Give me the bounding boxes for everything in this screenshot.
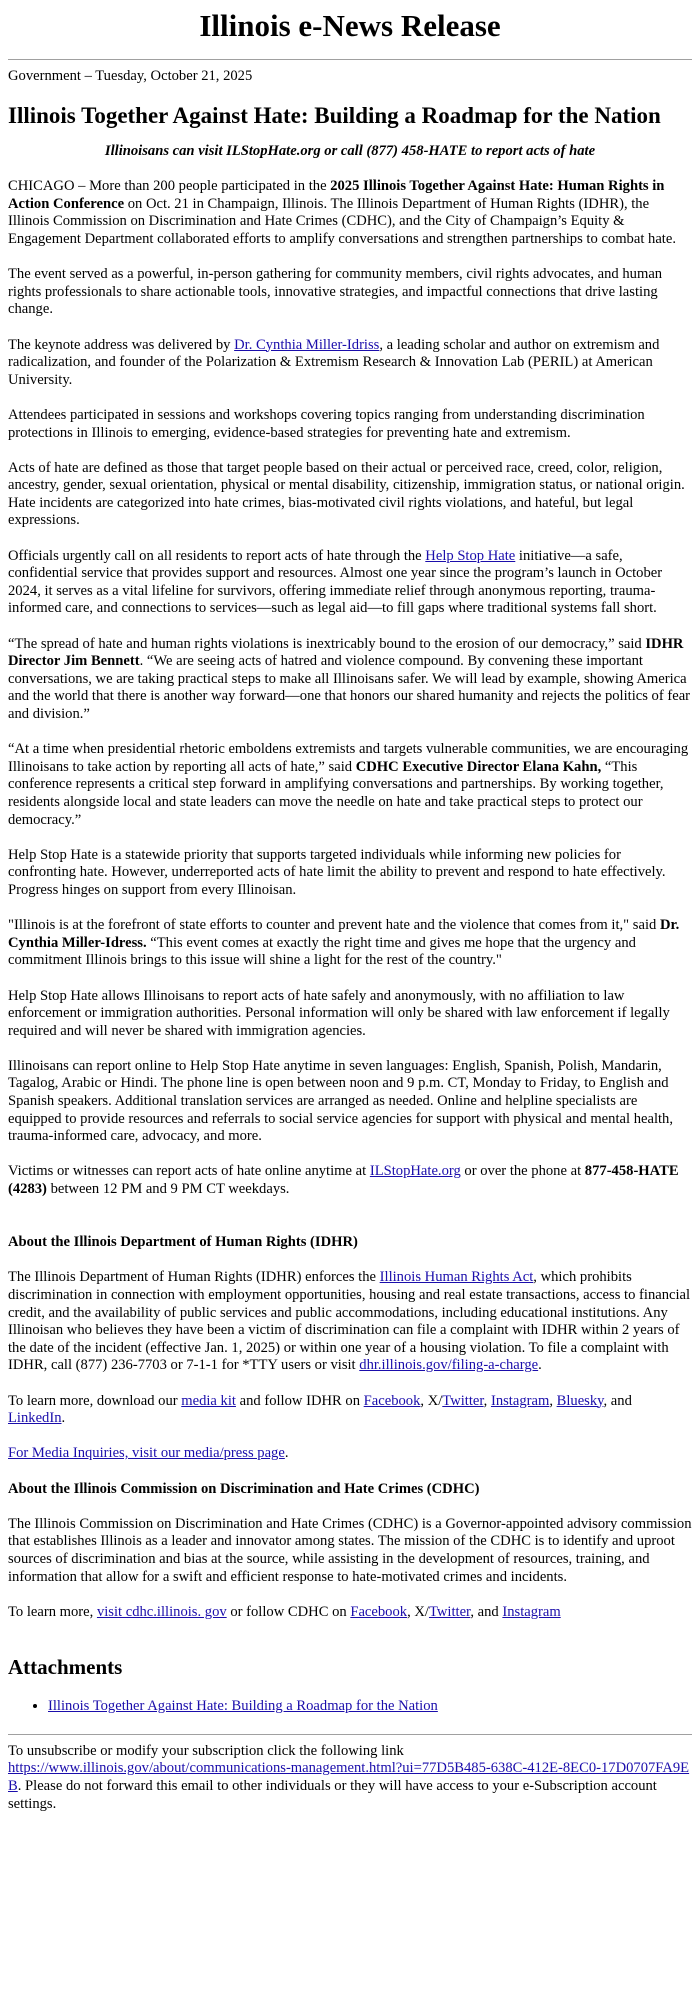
unsubscribe-link[interactable]: https://www.illinois.gov/about/communications-management.html?ui=77D5B485-638C-412E-8EC0-17D0707FA9EB	[8, 1760, 690, 1795]
paragraph-quote-miller-idriss: "Illinois is at the forefront of state efforts to counter and prevent hate and the violence that comes from it," said Dr. Cynthia Miller-Idress. “This event comes at exactly the right time and gives me hope that the urgency and commitment Illinois brings to this issue will shine a light for the rest of the country."	[8, 917, 680, 969]
header-divider	[8, 59, 692, 60]
conference-name: 2025 Illinois Together Against Hate: Human Rights in Action Conference	[8, 178, 665, 212]
cdhc-follow-paragraph: To learn more, visit cdhc.illinois. gov or follow CDHC on Facebook, X/Twitter, and Instagram	[8, 1603, 561, 1620]
idhr-follow-paragraph: To learn more, download our media kit and follow IDHR on Facebook, X/Twitter, Instagram, Bluesky, and LinkedIn.	[8, 1392, 632, 1427]
paragraph-languages: Illinoisans can report online to Help Stop Hate anytime in seven languages: English, Spanish, Polish, Mandarin, Tagalog, Arabic or Hindi. The phone line is open between noon and 9 p.m. CT, Monday to Friday, to English and Spanish speakers. Additional translation services are arranged as needed. Online and helpline specialists are equipped to provide resources and referrals to social service agencies for support with physical and mental health, trauma-informed care, advocacy, and more.	[8, 1057, 673, 1145]
footer-divider	[8, 1734, 692, 1735]
paragraph-anonymous: Help Stop Hate allows Illinoisans to report acts of hate safely and anonymously, with no affiliation to law enforcement or immigration authorities. Personal information will only be shared with law enforcement if legally required and will never be shared with immigration agencies.	[8, 987, 670, 1039]
cdhc-paragraph: The Illinois Commission on Discrimination and Hate Crimes (CDHC) is a Governor-appointed advisory commission that establishes Illinois as a leader and innovator among states. The mission of the CDHC is to identify and uproot sources of discrimination and bias at the source, while assisting in the development of resources, training, and information that allow for a swift and efficient response to hate-motivated crimes and incidents.	[8, 1515, 692, 1585]
paragraph-attendees: Attendees participated in sessions and workshops covering topics ranging from understanding discrimination protections in Illinois to emerging, evidence-based strategies for preventing hate and extremism.	[8, 406, 645, 441]
cdhc-heading: About the Illinois Commission on Discrimination and Hate Crimes (CDHC)	[8, 1480, 480, 1497]
help-stop-hate-link[interactable]: Help Stop Hate	[425, 547, 516, 564]
paragraph-quote-kahn: “At a time when presidential rhetoric emboldens extremists and targets vulnerable communities, we are encouraging Illinoisans to take action by reporting all acts of hate,” said CDHC Executive Director Elana Kahn, “This conference represents a critical step forward in amplifying conversations and partnerships. By working together, residents alongside local and state leaders can move the needle on hate and take practical steps to protect our democracy.”	[8, 741, 689, 828]
filing-a-charge-link[interactable]: dhr.illinois.gov/filing-a-charge	[359, 1357, 539, 1374]
cdhc-facebook-link[interactable]: Facebook	[350, 1603, 408, 1620]
paragraph-intro: CHICAGO – More than 200 people participated in the 2025 Illinois Together Against Hate: Human Rights in Action Conference on Oct. 21 in Champaign, Illinois. The Illinois Department of Human Rights (IDHR), the Illinois Commission on Discrimination and Hate Crimes (CDHC), and the City of Champaign’s Equity & Engagement Department collaborated efforts to amplify conversations and strengthen partnerships to combat hate.	[8, 178, 676, 247]
attachments-list	[8, 1698, 692, 1716]
article-headline: Illinois Together Against Hate: Building a Roadmap for the Nation	[8, 102, 661, 128]
email-page	[0, 8, 700, 1813]
attachment-item	[48, 1698, 692, 1716]
attachments-heading: Attachments	[8, 1655, 123, 1680]
attachment-link[interactable]: Illinois Together Against Hate: Building a Roadmap for the Nation	[48, 1698, 438, 1715]
idhr-twitter-link[interactable]: Twitter	[442, 1392, 484, 1409]
human-rights-act-link[interactable]: Illinois Human Rights Act	[379, 1269, 534, 1286]
cdhc-twitter-link[interactable]: Twitter	[428, 1603, 471, 1620]
idhr-heading: About the Illinois Department of Human Rights (IDHR)	[8, 1234, 358, 1251]
dateline: Government – Tuesday, October 21, 2025	[8, 68, 253, 84]
media-inquiries-paragraph: For Media Inquiries, visit our media/press page.	[8, 1445, 289, 1462]
cdhc-website-link[interactable]: visit cdhc.illinois. gov	[96, 1603, 227, 1620]
idhr-linkedin-link[interactable]: LinkedIn	[8, 1410, 62, 1427]
paragraph-definition: Acts of hate are defined as those that target people based on their actual or perceived race, creed, color, religion, ancestry, gender, sexual orientation, physical or mental disability, citizenship, immigration status, or national origin. Hate incidents are categorized into hate crimes, bias-motivated civil rights violations, and hateful, but legal expressions.	[8, 459, 685, 529]
keynote-speaker-link[interactable]: Dr. Cynthia Miller-Idriss	[234, 336, 380, 353]
paragraph-report: Victims or witnesses can report acts of hate online anytime at ILStopHate.org or over the phone at 877-458-HATE (4283) between 12 PM and 9 PM CT weekdays.	[8, 1163, 679, 1198]
paragraph-priority: Help Stop Hate is a statewide priority that supports targeted individuals while informing new policies for confronting hate. However, underreported acts of hate limit the ability to prevent and respond to hate effectively. Progress hinges on support from every Illinoisan.	[8, 846, 666, 898]
paragraph-quote-bennett: “The spread of hate and human rights violations is inextricably bound to the erosion of our democracy,” said IDHR Director Jim Bennett. “We are seeing acts of hatred and violence compound. By convening these important conversations, we are taking practical steps to make all Illinoisans safer. We will lead by example, showing America and the world that there is another way forward—one that honors our shared humanity and rejects the politics of fear and division.”	[8, 635, 691, 722]
unsubscribe-footer: To unsubscribe or modify your subscription click the following link https://www.illinois.gov/about/communications-management.html?ui=77D5B485-638C-412E-8EC0-17D0707FA9EB. Please do not forward this email to other individuals or they will have access to your e-Subscription account settings.	[8, 1742, 690, 1812]
paragraph-keynote: The keynote address was delivered by Dr. Cynthia Miller-Idriss, a leading scholar and author on extremism and radicalization, and founder of the Polarization & Extremism Research & Innovation Lab (PERIL) at American University.	[8, 336, 660, 388]
ilstophate-link[interactable]: ILStopHate.org	[369, 1163, 461, 1180]
idhr-instagram-link[interactable]: Instagram	[490, 1392, 550, 1409]
idhr-bluesky-link[interactable]: Bluesky	[556, 1392, 604, 1409]
article-subhead: Illinoisans can visit ILStopHate.org or call (877) 458-HATE to report acts of hate	[104, 142, 596, 159]
media-press-page-link[interactable]: For Media Inquiries, visit our media/press page	[8, 1445, 285, 1462]
release-title: Illinois e-News Release	[199, 8, 501, 43]
paragraph-event: The event served as a powerful, in-person gathering for community members, civil rights advocates, and human rights professionals to share actionable tools, innovative strategies, and impactful connections that drive lasting change.	[8, 266, 663, 318]
paragraph-officials: Officials urgently call on all residents to report acts of hate through the Help Stop Hate initiative—a safe, confidential service that provides support and resources. Almost one year since the program’s launch in October 2024, it serves as a vital lifeline for survivors, offering immediate relief through anonymous reporting, trauma-informed care, and connections to services—such as legal aid—to fill gaps where traditional systems fall short.	[8, 547, 663, 617]
idhr-facebook-link[interactable]: Facebook	[363, 1392, 421, 1409]
media-kit-link[interactable]: media kit	[181, 1392, 236, 1409]
cdhc-instagram-link[interactable]: Instagram	[502, 1603, 561, 1620]
idhr-paragraph: The Illinois Department of Human Rights (IDHR) enforces the Illinois Human Rights Act, which prohibits discrimination in connection with employment opportunities, housing and real estate transactions, access to financial credit, and the availability of public services and public accommodations, including educational institutions. Any Illinoisan who believes they have been a victim of discrimination can file a complaint with IDHR within 2 years of the date of the incident (effective Jan. 1, 2025) or within one year of a housing violation. To file a complaint with IDHR, call (877) 236-7703 or 7-1-1 for *TTY users or visit dhr.illinois.gov/filing-a-charge.	[8, 1269, 691, 1374]
